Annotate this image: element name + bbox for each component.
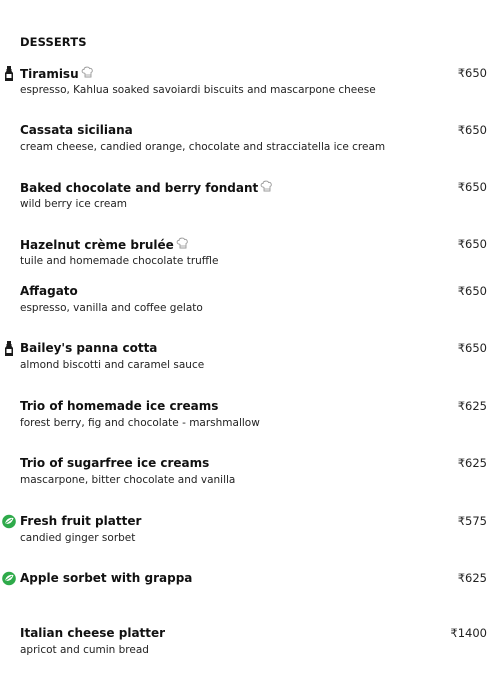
menu-item-name-line	[20, 237, 189, 253]
menu-item-hazelnut-creme-brulee	[0, 237, 499, 271]
menu-item-name-line	[20, 180, 273, 196]
menu-item-price: ₹625	[457, 456, 487, 470]
menu-item-baileys-panna-cotta	[0, 341, 499, 375]
menu-item-name-line	[20, 456, 209, 471]
menu-item-description: apricot and cumin bread	[20, 644, 149, 656]
menu-item-baked-chocolate-fondant	[0, 180, 499, 214]
menu-item-name-line	[20, 399, 218, 414]
menu-item-name: Hazelnut crème brulée	[20, 238, 174, 252]
menu-item-fresh-fruit-platter	[0, 514, 499, 548]
menu-item-name-line	[20, 571, 192, 586]
menu-item-name: Affagato	[20, 284, 78, 298]
menu-item-name-line	[20, 123, 133, 138]
menu-item-cassata-siciliana	[0, 123, 499, 157]
liquor-bottle-icon	[2, 341, 16, 356]
menu-item-description: cream cheese, candied orange, chocolate and stracciatella ice cream	[20, 141, 386, 153]
healthy-leaf-icon	[1, 571, 16, 586]
menu-item-name: Fresh fruit platter	[20, 514, 142, 528]
menu-item-tiramisu	[0, 66, 499, 100]
liquor-bottle-icon	[2, 66, 16, 81]
menu-item-description: espresso, vanilla and coffee gelato	[20, 302, 203, 314]
menu-item-name-line	[20, 66, 94, 82]
menu-item-description: wild berry ice cream	[20, 198, 128, 210]
chef-hat-icon	[81, 66, 94, 79]
menu-item-price: ₹650	[457, 66, 487, 80]
chef-hat-icon	[260, 180, 273, 193]
menu-item-price: ₹650	[457, 180, 487, 194]
menu-item-price: ₹625	[457, 571, 487, 585]
menu-item-price: ₹650	[457, 123, 487, 137]
menu-item-price: ₹1400	[450, 626, 487, 640]
section-title: DESSERTS	[20, 35, 87, 49]
menu-item-description: mascarpone, bitter chocolate and vanilla	[20, 474, 236, 486]
menu-item-price: ₹575	[457, 514, 487, 528]
menu-item-affagato	[0, 284, 499, 318]
healthy-leaf-icon	[1, 514, 16, 529]
menu-item-name: Baked chocolate and berry fondant	[20, 181, 259, 195]
menu-item-name: Apple sorbet with grappa	[20, 571, 193, 585]
menu-item-trio-sugarfree-ice-creams	[0, 456, 499, 490]
menu-item-name: Trio of homemade ice creams	[20, 399, 219, 413]
menu-item-description: tuile and homemade chocolate truffle	[20, 255, 219, 267]
menu-item-price: ₹650	[457, 284, 487, 298]
menu-item-name: Bailey's panna cotta	[20, 341, 158, 355]
menu-item-name-line	[20, 284, 78, 299]
menu-item-name: Italian cheese platter	[20, 626, 166, 640]
menu-item-name: Cassata siciliana	[20, 123, 133, 137]
menu-item-price: ₹650	[457, 237, 487, 251]
menu-item-name-line	[20, 341, 157, 356]
menu-item-description: forest berry, fig and chocolate - marshmallow	[20, 417, 260, 429]
menu-item-name-line	[20, 626, 165, 641]
menu-item-name: Tiramisu	[20, 67, 79, 81]
menu-item-price: ₹625	[457, 399, 487, 413]
menu-item-apple-sorbet-grappa	[0, 571, 499, 605]
menu-item-description: candied ginger sorbet	[20, 532, 136, 544]
menu-item-description: espresso, Kahlua soaked savoiardi biscuits and mascarpone cheese	[20, 84, 376, 96]
menu-item-italian-cheese-platter	[0, 626, 499, 660]
menu-item-price: ₹650	[457, 341, 487, 355]
menu-item-description: almond biscotti and caramel sauce	[20, 359, 205, 371]
chef-hat-icon	[176, 237, 189, 250]
menu-item-name: Trio of sugarfree ice creams	[20, 456, 210, 470]
menu-item-trio-homemade-ice-creams	[0, 399, 499, 433]
menu-item-name-line	[20, 514, 141, 529]
